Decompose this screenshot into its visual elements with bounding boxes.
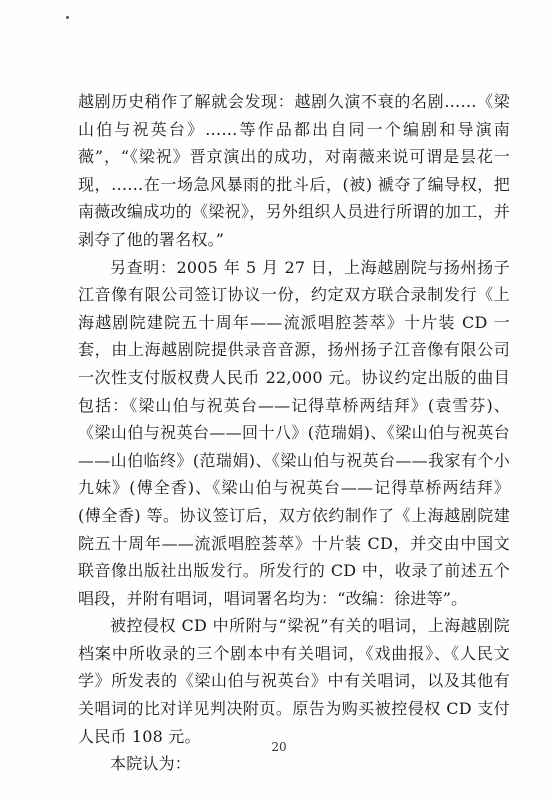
paragraph-4: 本院认为： (110, 754, 192, 774)
paragraph-1: 越剧历史稍作了解就会发现：越剧久演不衰的名剧……《梁山伯与祝英台》……等作品都出自同一个编剧和导演南薇”，“《梁祝》晋京演出的成功，对南薇来说可谓是昙花一现，……在一场急风暴雨的批斗后，(被) 褫夺了编导权，把南薇改编成功的《梁祝》，另外组织人员进行所谓的加工，并剥夺了他的署名权。” (78, 92, 510, 249)
page-number: 20 (271, 740, 287, 754)
body-text (78, 88, 510, 778)
paragraph-3: 被控侵权 CD 中所附与“梁祝”有关的唱词，上海越剧院档案中所收录的三个剧本中有关唱词，《戏曲报》、《人民文学》所发表的《梁山伯与祝英台》中有关唱词，以及其他有关唱词的比对详见判决附页。原告为购买被控侵权 CD 支付人民币 108 元。 (78, 616, 510, 746)
scan-dot (66, 16, 69, 19)
paragraph-2: 另查明：2005 年 5 月 27 日，上海越剧院与扬州扬子江音像有限公司签订协议一份，约定双方联合录制发行《上海越剧院建院五十周年——流派唱腔荟萃》十片装 CD 一套，由上海越剧院提供录音音源，扬州扬子江音像有限公司一次性支付版权费人民币 22,000 元。协议约定出版的曲目包括：《梁山伯与祝英台——记得草桥两结拜》(袁雪芬)、《梁山伯与祝英台——回十八》(范瑞娟)、《梁山伯与祝英台——山伯临终》(范瑞娟)、《梁山伯与祝英台——我家有个小九妹》(傅全香)、《梁山伯与祝英台——记得草桥两结拜》(傅全香) 等。协议签订后，双方依约制作了《上海越剧院建院五十周年——流派唱腔荟萃》十片装 CD，并交由中国文联音像出版社出版发行。所发行的 CD 中，收录了前述五个唱段，并附有唱词，唱词署名均为：“改编：徐进等”。 (78, 257, 510, 608)
